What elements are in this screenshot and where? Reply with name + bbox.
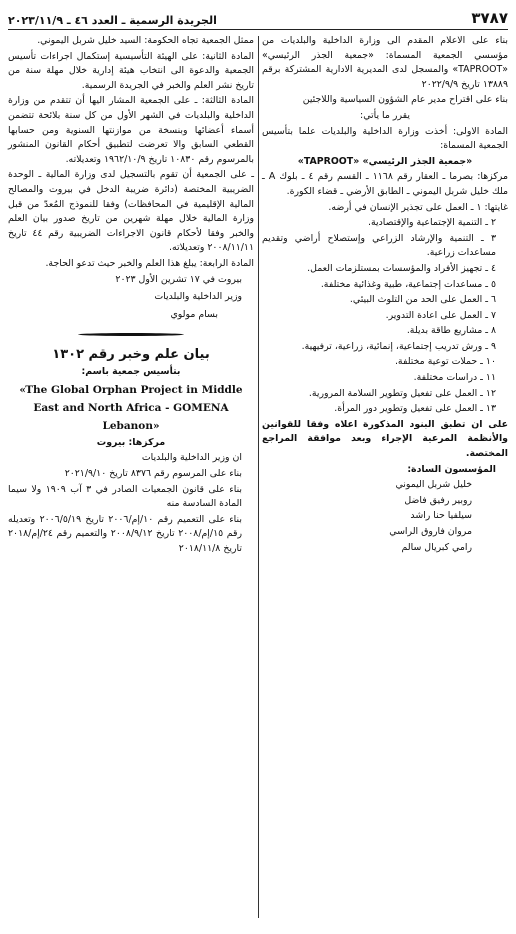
notice-body-line: ان وزير الداخلية والبلديات <box>141 452 242 464</box>
minister-name: بسام مولوي <box>170 308 218 320</box>
notice-body-line: بناء على التعميم رقم ١٠/إم/٢٠٠٦ تاريخ ٢٠٠٦/٥/١٩ وتعديله رقم ١٥/إم/٢٠٠٨ تاريخ ٢٠٠٨/٩/١٢ والتعميم رقم ٢٤/إم/٢٠١٨ تاريخ ٢٠١٨/١١/٨ <box>8 513 242 555</box>
aims-item: ٧ ـ العمل على اعادة التدوير. <box>385 309 496 321</box>
article-three-tax: ـ على الجمعية أن تقوم بالتسجيل لدى وزارة المالية ـ الوحدة الضريبية المختصة (دائرة ضريبة الدخل في بيروت والمصالح المالية الإقليمية في المحافظات) وفقا للنموذج المُعدّ من قبل وزارة المالية خلال مهلة شهرين من تاريخ صدور بيان العلم والخبر وفقا لأحكام قانون الاجراءات الضريبية رقم ٤٤ تاريخ ٢٠٠٨/١١/١١ وتعديلاته. <box>8 169 254 254</box>
paragraph-intro: بناء على الاعلام المقدم الى وزارة الداخلية والبلديات من مؤسسي الجمعية المسماة: «جمعية الجذر الرئيسي» «TAPROOT» والمسجل لدى المديرية الادارية المشتركة برقم ١٣٨٨٩ تاريخ ٢٠٢٢/٩/٩ <box>262 35 508 90</box>
aims-item: ٨ ـ مشاريع طاقة بديلة. <box>406 325 496 337</box>
page-header <box>8 6 508 30</box>
aims-item: ١٠ ـ حملات توعية مختلفة. <box>394 356 496 368</box>
article-four: المادة الرابعة: يبلغ هذا العلم والخبر حيث تدعو الحاجة. <box>45 257 254 269</box>
association-hq: مركزها: بصرما ـ العقار رقم ١١٦٨ ـ القسم رقم ٤ ـ بلوك A ـ ملك خليل شربل اليموني ـ الطابق الأرضي ـ قضاء الكورة. <box>262 171 508 197</box>
paragraph-proposal: بناء على اقتراح مدير عام الشؤون السياسية واللاجئين <box>302 94 508 106</box>
aims-item: ١٣ ـ العمل على تفعيل وتطوير دور المرأة. <box>334 403 496 415</box>
compliance-clause: على ان تطبق البنود المذكورة اعلاه وفقا للقوانين والأنظمة المرعية الإجراء وبعد موافقة المراجع المختصة. <box>262 418 508 460</box>
right-column <box>262 34 508 556</box>
issue-date: بيروت في ١٧ تشرين الأول ٢٠٢٣ <box>115 273 242 285</box>
aims-item: ٢ ـ التنمية الإجتماعية والإقتصادية. <box>368 217 496 229</box>
founder-name: روبير رفيق فاضل <box>404 494 472 506</box>
founders-heading: المؤسسون السادة: <box>407 463 496 475</box>
minister-title: وزير الداخلية والبلديات <box>154 291 242 303</box>
association-name: «جمعية الجذر الرئيسي» «TAPROOT» <box>297 155 473 167</box>
founder-name: مروان فاروق الراسي <box>389 526 472 537</box>
aims-item: ١٢ ـ العمل على تفعيل وتطوير السلامة المرورية. <box>308 387 496 399</box>
founder-name: خليل شربل اليموني <box>395 479 472 491</box>
article-two: المادة الثانية: على الهيئة التأسيسية إستكمال اجراءات تأسيس الجمعية والدعوة الى انتخاب هيئة إدارية خلال مهلة سنة من تاريخ نشر العلم والخبر في الجريدة الرسمية. <box>8 50 254 91</box>
section-separator <box>78 330 184 339</box>
government-representative: ممثل الجمعية تجاه الحكومة: السيد خليل شربل اليموني. <box>37 35 254 46</box>
decides-heading: يقرر ما يأتي: <box>360 109 410 121</box>
notice-body-line: بناء على المرسوم رقم ٨٣٧٦ تاريخ ٢٠٢١/٩/١٠ <box>64 468 242 480</box>
aims-item: غايتها: ١ ـ العمل على تجذير الإنسان في أرضه. <box>328 201 508 213</box>
aims-item: ٣ ـ التنمية والإرشاد الزراعي وإستصلاح أراضي وتقديم مساعدات زراعية. <box>262 232 496 259</box>
left-column <box>8 34 254 558</box>
notice-subtitle: بتأسيس جمعية باسم: <box>81 366 181 378</box>
founder-name: رامي كبريال سالم <box>401 541 472 553</box>
aims-item: ٤ ـ تجهيز الأفراد والمؤسسات بمستلزمات العمل. <box>307 262 496 274</box>
aims-item: ٦ ـ العمل على الحد من التلوث البيئي. <box>349 294 496 306</box>
page-number: ٣٧٨٧ <box>471 9 508 27</box>
article-one: المادة الاولى: أخذت وزارة الداخلية والبلديات علما بتأسيس الجمعية المسماة: <box>262 125 508 152</box>
column-divider <box>258 36 259 918</box>
article-three: المادة الثالثة: ـ على الجمعية المشار اليها أن تتقدم من وزارة الداخلية والبلديات في الشهر الأول من كل سنة بلائحة تتضمن أسماء أعضائها وبنسخة من موازنتها السنوية ومن حسابها القطعي السابق والا تعرضت لتطبيق أحكام القانون المنشور بالمرسوم رقم ١٠٨٣٠ تاريخ ١٩٦٢/١٠/٩ وتعديلاته. <box>8 95 254 165</box>
notice-hq: مركزها: بيروت <box>96 436 166 448</box>
founder-name: سيلفيا حنا راشد <box>410 510 472 522</box>
notice-title: بيان علم وخبر رقم ١٣٠٢ <box>52 347 210 363</box>
notice-body-line: بناء على قانون الجمعيات الصادر في ٣ آب ١٩٠٩ ولا سيما المادة السادسة منه <box>8 483 243 510</box>
aims-item: ٩ ـ ورش تدريب إجتماعية، إنمائية، زراعية، ترفيهية. <box>301 340 496 352</box>
gazette-title: الجريدة الرسمية ـ العدد ٤٦ ـ ٢٠٢٣/١١/٩ <box>8 14 217 27</box>
aims-item: ٥ ـ مساعدات إجتماعية، طبية وغذائية مختلفة. <box>320 278 496 290</box>
association-latin-name: «The Global Orphan Project in Middle East and North Africa - GOMENA Lebanon» <box>19 383 243 432</box>
aims-item: ١١ ـ دراسات مختلفة. <box>413 372 496 384</box>
